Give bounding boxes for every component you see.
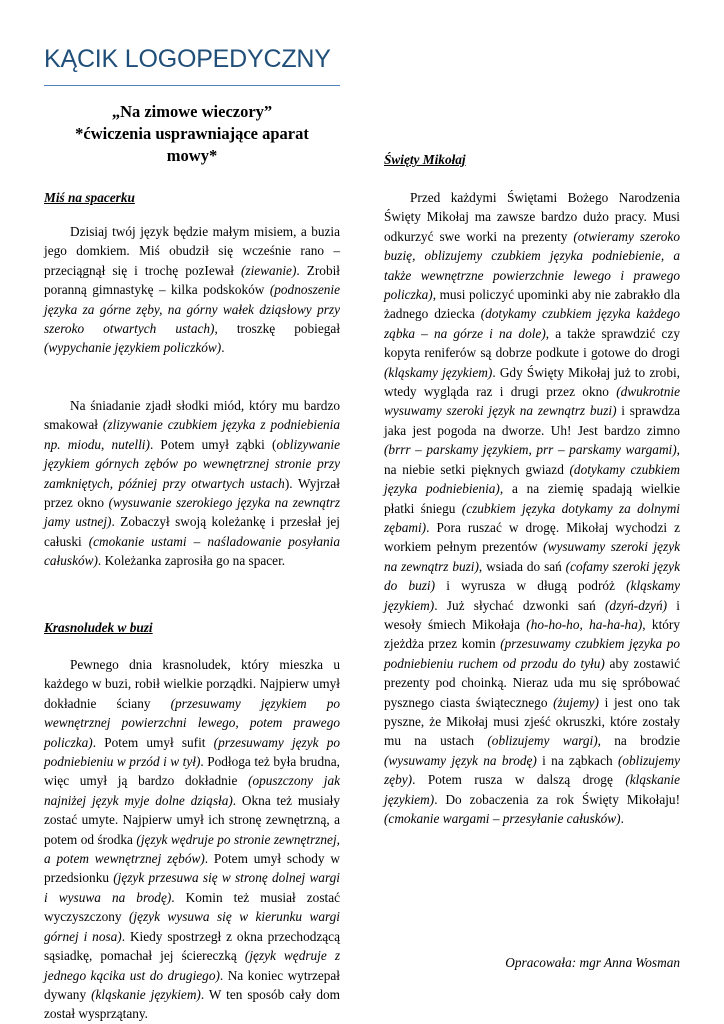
text: . Zobaczył swoją koleżankę i przesłał jej całuski xyxy=(44,514,340,549)
story3-heading: Święty Mikołaj xyxy=(384,152,466,167)
instruction: (dotykamy czubkiem języka każdego ząbka – na górze i na dole) xyxy=(384,306,681,341)
instruction: (kląskamy językiem) xyxy=(384,578,681,613)
text: . xyxy=(620,811,624,826)
instruction: (przesuwamy język po podniebieniu w przód i w tył) xyxy=(44,734,340,770)
text: aby zostawić prezenty pod choinką. Nieraz uda mu się spróbować pysznego ciasta świątecznego xyxy=(384,655,680,710)
instruction: (dwukrotnie wysuwamy szeroki język na zewnątrz buzi) xyxy=(384,384,680,419)
instruction: (oblizujemy zęby) xyxy=(384,752,680,788)
instruction: (kląskanie językiem) xyxy=(384,772,680,807)
instruction: (cmokanie wargami – przesyłanie całusków) xyxy=(384,811,621,826)
story1-paragraph-1 xyxy=(44,222,340,358)
text: , musi policzyć upominki aby nie zabrakło dla żadnego dziecka xyxy=(384,287,680,322)
instruction: (język wędruje z jednego kącika ust do drugiego) xyxy=(44,948,340,983)
text: i na ząbkach xyxy=(536,752,618,768)
text: i sprawdza jaka jest pogoda na dworze. Uh! Jest bardzo zimno xyxy=(384,403,680,438)
text: . Pora ruszać w drogę. Mikołaj wychodzi z workiem pełnym prezentów xyxy=(384,519,680,555)
instruction: (zlizywanie czubkiem języka z podniebienia np. miodu, nutelli) xyxy=(44,417,340,452)
text: . Do zobaczenia za rok Święty Mikołaju! xyxy=(434,791,680,807)
instruction: (ho-ho-ho, ha-ha-ha) xyxy=(526,616,643,632)
text: , na niebie setki pięknych gwiazd xyxy=(384,442,680,477)
title-line-2: *ćwiczenia usprawniające aparat xyxy=(75,124,309,143)
text: , troszkę pobiegał xyxy=(214,321,341,337)
instruction: (kląskamy językiem) xyxy=(384,364,493,380)
text: . xyxy=(221,340,225,356)
instruction: (przesuwamy czubkiem języka po podniebieniu ruchem od przodu do tyłu) xyxy=(384,636,681,671)
text: . Już słychać dzwonki sań xyxy=(434,597,605,613)
text: Przed każdymi Świętami Bożego Narodzenia Święty Mikołaj ma zawsze bardzo dużo pracy. Musi odkurzyć swe worki na prezenty xyxy=(384,190,680,244)
text: . Komin też musiał zostać wyczyszczony xyxy=(44,889,340,925)
text: . Podłoga też była brudna, więc umył ją bardzo dokładnie xyxy=(44,754,340,789)
text: . Potem rusza w dalszą drogę xyxy=(412,772,626,788)
text: , a także sprawdzić czy kopyta reniferów są dobrze podkute i gotowe do drogi xyxy=(384,325,680,361)
text: . Gdy Święty Mikołaj już to zrobi, wtedy wygląda raz i drugi przez okno xyxy=(384,364,680,400)
text: . Potem umył sufit xyxy=(92,734,214,750)
instruction: (ziewanie) xyxy=(240,262,297,278)
story2-paragraph-1 xyxy=(44,655,340,1024)
text: . W ten sposób cały dom został wysprzątany. xyxy=(44,986,340,1022)
text: . Potem umył ząbki ( xyxy=(149,436,277,452)
instruction: (wysuwamy język na brodę) xyxy=(384,752,537,768)
instruction: oblizywanie językiem górnych zębów po wewnętrznej stronie przy zamkniętych, później przy otwartych ustach xyxy=(44,436,340,491)
instruction: (wysuwamy szeroki język na zewnątrz buzi) xyxy=(384,539,681,574)
instruction: (język przesuwa się w stronę dolnej wargi i wysuwa na brodę) xyxy=(44,870,340,905)
instruction: (dzyń-dzyń) xyxy=(605,597,668,613)
instruction: (dotykamy czubkiem języka podniebienia) xyxy=(384,461,680,497)
text: ). Wyjrzał przez okno xyxy=(44,475,341,511)
instruction: (żujemy) xyxy=(553,694,599,710)
text: Na śniadanie zjadł słodki miód, który mu bardzo smakował xyxy=(44,398,340,433)
instruction: (oblizujemy wargi) xyxy=(487,733,598,749)
signature: Opracowała: mgr Anna Wosman xyxy=(505,955,680,970)
text: Dzisiaj twój język będzie małym misiem, a buzia jego domkiem. Miś obudził się wcześnie rano – przeciągnął się i trochę pozIewał xyxy=(44,224,340,278)
title-line-1: „Na zimowe wieczory” xyxy=(111,102,273,121)
story1-heading: Miś na spacerku xyxy=(44,190,135,205)
text: . Na koniec wytrzepał dywany xyxy=(44,967,340,1002)
instruction: (brrr – parskamy językiem, prr – parskamy wargami) xyxy=(384,442,677,458)
instruction: (język wysuwa się w kierunku wargi górnej i nosa) xyxy=(44,909,341,944)
article-title xyxy=(44,101,340,167)
story3-paragraph-1 xyxy=(384,188,680,828)
instruction: (wysuwanie szerokiego języka na zewnątrz jamy ustnej) xyxy=(44,495,340,530)
instruction: (podnoszenie języka za górne zęby, na górny wałek dziąsłowy przy szeroko otwartych ustach) xyxy=(44,282,340,337)
story1-paragraph-2 xyxy=(44,396,340,571)
story2-heading: Krasnoludek w buzi xyxy=(44,620,153,635)
instruction: (kląskanie językiem) xyxy=(91,986,201,1002)
instruction: (opuszczony jak najniżej język myje dolne dziąsła) xyxy=(44,773,340,808)
instruction: (cmokanie ustami – naśladowanie posyłania całusków) xyxy=(44,533,340,569)
text: , a na ziemię spadają wielkie płatki śniegu xyxy=(384,481,680,516)
page-title: KĄCIK LOGOPEDYCZNY xyxy=(44,45,331,73)
text: , na brodzie xyxy=(597,733,680,749)
text: . Koleżanka zaprosiła go na spacer. xyxy=(97,553,286,569)
text: i jest ono tak pyszne, że Mikołaj musi zjeść okruszki, które zostały mu na ustach xyxy=(384,694,680,749)
text: , wsiada do sań xyxy=(478,558,566,574)
page-header xyxy=(44,45,340,86)
instruction: (wypychanie językiem policzków) xyxy=(44,340,222,356)
instruction: (język wędruje po stronie zewnętrznej, a potem wewnętrznej zębów) xyxy=(44,831,340,867)
text: . Kiedy spostrzegł z okna przechodzącą sąsiadkę, pomachał jej ściereczką xyxy=(44,928,340,964)
title-line-3: mowy* xyxy=(166,146,218,165)
instruction: (otwieramy szeroko buzię, oblizujemy czubkiem języka podniebienie, a także wewnętrzne powierzchnie lewego i prawego policzka) xyxy=(384,228,680,303)
instruction: (czubkiem języka dotykamy za dolnymi zębami) xyxy=(384,500,681,535)
text: . Zrobił poranną gimnastykę – kilka podskoków xyxy=(44,262,340,298)
text: , który zjeżdża przez komin xyxy=(384,616,681,652)
text: i wesoły śmiech Mikołaja xyxy=(384,597,680,632)
text: . Okna też musiały zostać umyte. Najpierw umył ich stronę zewnętrzną, a potem od środka xyxy=(44,792,340,847)
text: Pewnego dnia krasnoludek, który mieszka u każdego w buzi, robił wielkie porządki. Najpierw umył dokładnie ściany xyxy=(44,657,340,711)
instruction: (przesuwamy językiem po wewnętrznej powierzchni lewego, potem prawego policzka) xyxy=(44,695,340,750)
text: . Potem umył schody w przedsionku xyxy=(44,851,341,886)
text: i wyrusza w długą podróż xyxy=(435,578,627,594)
instruction: (cofamy szeroki język do buzi) xyxy=(384,558,680,594)
